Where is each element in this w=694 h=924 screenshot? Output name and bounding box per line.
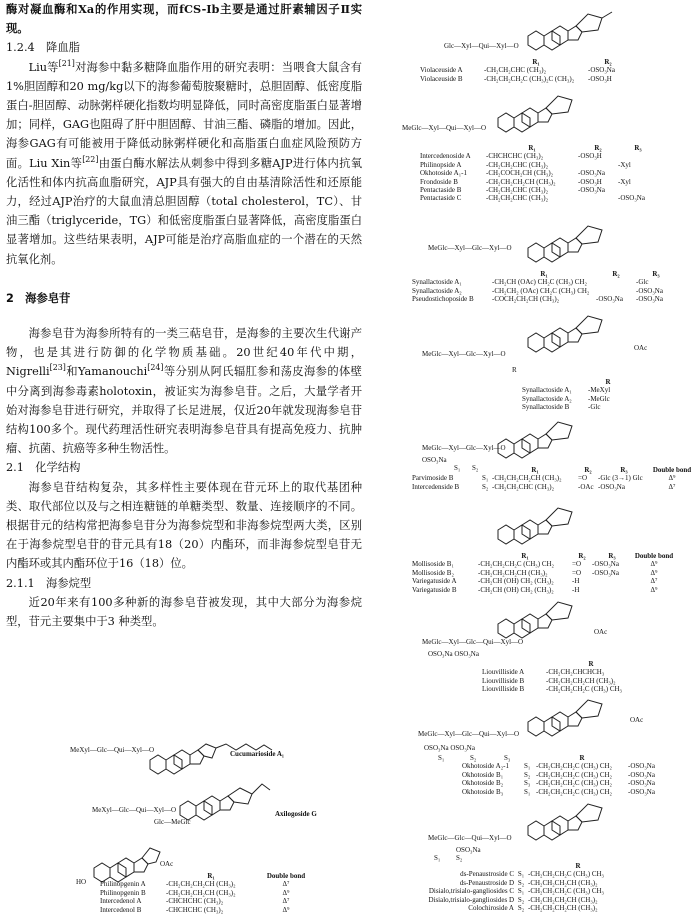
table-cell: Okhotoside B₂ [462,779,504,788]
table-1 [420,58,628,83]
table-cell: -Xyl [618,160,631,169]
table-cell: -CH₂CH₂CHC (CH₃)₂ [484,66,547,75]
table-cell: Synallactoside B [522,403,570,412]
table-row [402,904,628,912]
table-cell: Okhotoside B₁ [462,770,504,779]
table-cell: Intercedenol A [100,897,142,906]
header-cell: R₂ [584,466,592,474]
table-cell: -OSO₃Na [596,295,623,304]
table-cell: Δ⁷ [650,577,658,586]
table-cell: Synallactoside A₁ [522,386,572,395]
table-cell: -CH₂CH₂CH₂CH (CH₃)₂ [486,177,556,186]
label-oac-7: OAc [594,628,608,636]
header-cell: R₁ [528,144,536,152]
label-s1-9: S₁ [434,854,441,862]
table-cell: S₃ [524,779,531,788]
sequence-7: MeGlc—Xyl—Glc—Qui—Xyl—O [422,638,524,646]
table-cell: -CH₂CH₂CH₂CH (CH₃)₂ [528,904,598,913]
table-cell: -Glc [636,278,649,287]
table-header [420,144,658,152]
table-cell: -CH₂CH₂CHC (CH₃)₂ [492,482,555,491]
table-cell: -CH₂CH₂CHCHCH₃ [546,668,605,677]
table-row [420,161,658,169]
header-cell: Double bond [634,552,674,560]
heading-2-1-1: 2.1.1 海参烷型 [6,576,92,590]
table-cell: Philinopgenin B [100,888,146,897]
table-cell: S₁ [524,787,531,796]
table-cell: S₁ [482,474,489,483]
table-row [420,186,658,194]
label-oac: OAc [160,860,174,868]
header-cell: R [605,378,611,386]
header-cell [100,872,166,880]
ref-21: [21] [58,58,75,68]
table-cell: -CHCHCHC (CH₃)₂ [486,152,544,161]
table-row [412,577,676,585]
table-cell [618,186,658,194]
header-cell: R₁ [540,270,548,278]
header-cell: R₃ [620,466,628,474]
table-cell: Disialo,trisialo-gangliosides C [428,887,514,896]
spacer [6,269,362,283]
table-cell: -Glc (3→1) Glc [598,474,643,483]
table-3 [412,270,676,304]
table-row [420,75,628,83]
table-cell: -OSO₃Na [636,295,663,304]
table-cell: Δ⁹ [668,474,676,483]
header-cell [420,58,484,66]
heading-2: 2 海参皂苷 [6,291,71,305]
table-cell: Variegatuside B [412,585,457,594]
para-1-b: 对海参中黏多糖降血脂作用的研究表明：当喂食大鼠含有1%胆固醇和20 mg/kg以下的海参葡萄胺聚糖时，总胆固醇、低密度脂蛋白-胆固醇、动脉粥样硬化指数均明显降低，同时高密度脂蛋白显著增加；同样，GAG也阻碍了肝中胆固醇、甘油三酯、磷脂的增加。因此，海参GAG有可能被用于降低动脉粥样硬化和高脂蛋白血症风险预防方面。Liu Xin等 [6,60,362,170]
table-header [412,466,694,474]
table-row [420,194,658,202]
header-cell: R [588,660,594,668]
table-cell: -OAc [578,482,594,491]
label-s1-8: S₁ [438,754,445,762]
table-cell: -OSO₃Na [598,482,625,491]
table-cell: -MeGlc [588,394,610,403]
table-cell: -CH₂CH₂CHC (CH₃)₂ [486,194,549,203]
table-cell: Frondoside B [420,177,458,186]
table-cell: -CH₂CH₂CH₂CH (CH₃)₂ [528,878,598,887]
table-cell: ds-Penaustroside D [459,878,514,887]
header-cell [524,754,536,762]
table-cell [592,577,632,585]
header-cell: R₂ [594,144,602,152]
table-cell: Okhotoside B₃ [462,787,504,796]
para-1 [6,58,362,269]
table-row [412,287,676,295]
table-cell: Colochiroside A [468,904,514,913]
label-s2-8: S₂ [470,754,477,762]
table-cell: Okhotoside A₁-1 [420,169,467,178]
table-row [522,386,628,394]
table-cell: S₁ [517,887,525,896]
table-cell: Synallactoside A₁ [412,278,462,287]
table-cell: -CH₂CH₂CH₂C (CH₃)₂C (CH₃)₂ [484,74,575,83]
table-cell: -CHCHCHC (CH₃)₂ [166,905,224,914]
table-cell: =O [572,560,582,569]
table-cell: -CH₂CH₂CH₂C (CH₃) CH₃ [528,870,604,879]
para-1-c: 由蛋白酶水解法从刺参中得到多糖AJP进行体内抗氧化活性和体内抗高血脂研究，AJP具有强大的自由基清除活性和还原能力，经过AJP治疗的大鼠血清总胆固醇（total cholesterol，TC）、甘油三酯（triglyceride，TG）和低密度脂蛋白显著降低，高密度脂蛋白显著增加。这些结果表明，AJP可能是治疗高脂血症的一个潜在的天然抗氧化剂。 [6,156,362,266]
header-cell: R₃ [608,552,616,560]
header-cell [402,862,514,870]
table-cell: -OSO₃Na [578,186,605,195]
table-row [482,677,636,685]
table-cell: Δ⁹ [650,585,658,594]
table-9 [402,862,628,912]
table-cell: Δ⁹ [650,568,658,577]
table-row [412,560,676,568]
branch-axilogoside: Glc—MeGlc [154,818,191,826]
sequence-5: MeGlc—Xyl—Glc—Xyl—O [422,444,506,452]
table-cell: -OSO₃H [578,152,602,161]
table-cell: -CH₂CH₂CH₂C (CH₃) CH₂ [478,560,554,569]
table-cell: -OSO₃Na [628,762,655,771]
table-cell: Liouvilliside B [482,676,525,685]
table-cell: Mollisoside B₁ [412,560,454,569]
header-cell [514,862,528,870]
table-cell: Δ⁹ [282,888,290,897]
table-cell: Intercedenoside A [420,152,471,161]
table-cell: Pentactaside B [420,186,462,195]
table-row [412,278,676,286]
table-row [100,889,316,897]
header-cell: R₁ [521,552,529,560]
structure-3 [522,210,632,270]
header-cell: R [575,862,581,870]
header-cell: R₁ [532,58,540,66]
table-row [420,66,628,74]
label-s3-8: S₃ [504,754,511,762]
label-s2-9: S₂ [456,854,463,862]
para-1-a: Liu等 [28,60,59,74]
table-5 [412,466,694,491]
table-cell: Synallactoside A₂ [412,286,462,295]
table-row [412,474,694,482]
structure-6 [492,500,602,550]
para-2 [6,324,362,458]
para-2-a: 海参皂苷为海参所特有的一类三萜皂苷，是海参的主要次生代谢产物，也是其进行防御的化学物质基础。20世纪40年代中期，Nigrelli [6,327,362,379]
table-cell: -CH₂CH₂CHC (CH₃)₂ [486,160,549,169]
header-cell [412,466,482,474]
table-cell: Pseudostichoposide B [412,295,474,304]
header-cell: R₃ [634,144,642,152]
table-cell: -OSO₃H [578,177,602,186]
table-header [100,872,316,880]
table-cell: S₁ [524,762,531,771]
sequence-2: MeGlc—Xyl—Qui—Xyl—O [402,124,486,132]
header-cell: Double bond [652,466,692,474]
table-cell: -CH₂CH₂CH₂CH (CH₃)₂ [166,880,236,889]
structure-4 [522,300,632,360]
table-cell: Liouvilliside B [482,685,525,694]
table-cell: -Xyl [618,177,631,186]
table-row [100,906,316,914]
sequence-4: MeGlc—Xyl—Glc—Xyl—O [422,350,506,358]
label-s1-5: S₁ [454,464,461,472]
para-0: 酶对凝血酶和Xa的作用实现，而fCS-Ib主要是通过肝素辅因子Ⅱ实现。 [6,2,362,36]
table-cell [596,278,636,286]
structure-2 [492,84,612,138]
table-header [522,378,628,386]
header-cell: Double bond [266,872,306,880]
table-cell: -H [572,585,580,594]
header-cell: R₂ [578,552,586,560]
header-cell [420,144,486,152]
label-oac-4: OAc [634,344,648,352]
table-row [402,870,628,878]
sequence-8: MeGlc—Xyl—Glc—Qui—Xyl—O [418,730,520,738]
table-cell: -OSO₃Na [636,286,663,295]
table-cell: Variegatuside A [412,577,457,586]
table-cell: -CH₂CH₂CH₂CH (CH₃)₂ [492,474,562,483]
table-row [100,897,316,905]
table-cell: -H [572,577,580,586]
table-philinopgenin [100,872,316,914]
table-cell: S₂ [482,482,489,491]
table-row [412,483,694,491]
table-cell: -CH₂CH₂ (OAc) CH₂C (CH₃) CH₂ [492,286,590,295]
table-header [402,862,628,870]
table-row [462,762,668,770]
table-cell: Synallactoside A₂ [522,394,572,403]
table-header [412,552,676,560]
table-cell: -CH₂CH₂CH₂CH (CH₃)₂ [478,568,548,577]
header-cell: R₂ [612,270,620,278]
table-cell: -CHCHCHC (CH₃)₂ [166,897,224,906]
figure-left [70,728,360,924]
ref-24: [24] [147,363,164,373]
sequence-9: MeGlc—Glc—Qui—Xyl—O [428,834,512,842]
sulfate-9: OSO₃Na [456,846,481,854]
table-cell: -OSO₃Na [628,779,655,788]
table-cell: -CH₂CH (OH) CH₂ (CH₃)₂ [478,577,554,586]
para-2-c: 等分别从阿氏辐肛参和荡皮海参的体壁中分离到海参毒素holotoxin，被证实为海参皂苷。之后，大量学者开始对海参皂苷进行研究，并取得了长足进展，仅近20年就发现海参皂苷结构100多个。现代药理活性研究表明海参皂苷具有提高免疫力、抗肿瘤、抗菌、抗癌等多种生物活性。 [6,365,362,456]
table-cell: Δ⁷ [282,880,290,889]
header-cell [482,466,492,474]
table-row [522,395,628,403]
header-cell: R₃ [652,270,660,278]
table-cell: Δ⁹ [650,560,658,569]
label-s2-5: S₂ [472,464,479,472]
figure-right [372,0,692,924]
sequence-1: Glc—Xyl—Qui—Xyl—O [444,42,519,50]
structure-7 [492,590,602,644]
table-cell: -CH₂CH₂CH₂C (CH₃) CH₂ [536,779,612,788]
table-cell: Δ⁷ [282,897,290,906]
table-cell: -OSO₃Na [628,787,655,796]
table-cell [596,287,636,295]
table-cell: -COCH₂CH₂CH (CH₃)₂ [492,295,560,304]
table-cell: -CH₂CH₂CH₂C (CH₃) CH₂ [536,787,612,796]
label-oso-5: OSO₃Na [422,456,447,464]
sequence-3: MeGlc—Xyl—Glc—Xyl—O [428,244,512,252]
header-cell [412,270,492,278]
table-4 [522,378,628,412]
branch-4: R [512,366,517,374]
label-oac-8: OAc [630,716,644,724]
sulfate-7: OSO₃Na OSO₃Na [428,650,479,658]
table-cell: S₂ [517,904,525,913]
table-cell: Liouvilliside A [482,668,525,677]
table-cell: S₁ [517,870,525,879]
table-cell: -OSO₃Na [578,169,605,178]
table-cell: ds-Penaustroside C [460,870,514,879]
para-2-b: 和Yamanouchi [65,365,148,379]
table-row [420,178,658,186]
table-cell [578,161,618,169]
structure-9 [522,787,632,846]
ref-23: [23] [49,363,66,373]
table-cell: -Glc [588,403,601,412]
table-header [412,270,676,278]
table-cell: =O [578,474,588,483]
table-cell [618,169,658,177]
table-cell: Philinopside A [420,160,462,169]
header-cell [482,660,546,668]
table-cell: -CH₂CH₂CH₂C (CH₃) CH₂ [536,762,612,771]
table-cell: -CH₂CH (OAc) CH₂C (CH₃) CH₂ [492,278,587,287]
table-cell [578,194,618,202]
table-row [462,771,668,779]
para-4: 近20年来有100多种新的海参皂苷被发现，其中大部分为海参烷型，苷元主要集中于3 种类型。 [6,595,362,629]
table-cell: -CH₂CH₂CH₂CH (CH₃)₂ [546,676,616,685]
table-cell: -OSO₃Na [628,770,655,779]
table-cell: -OSO₃Na [618,194,645,203]
table-cell: -CH₂COCH₂CH (CH₃)₂ [486,169,554,178]
sulfate-8: OSO₃Na OSO₃Na [424,744,475,752]
table-cell: -CH₂CH₂CH₂CH (CH₃)₂ [166,888,236,897]
table-cell: -OSO₃Na [592,568,619,577]
table-row [100,880,316,888]
label-ho: HO [76,878,87,886]
structure-5 [492,410,602,464]
structure-1 [522,2,632,58]
name-cucumarioside: Cucumarioside A₁ [230,750,285,758]
header-cell: R [579,754,585,762]
table-row [482,668,636,676]
table-cell: Violaceuside B [420,74,463,83]
heading-1-2-4: 1.2.4 降血脂 [6,41,80,55]
header-cell: R₂ [604,58,612,66]
table-cell: Intercedenol B [100,905,142,914]
table-cell: S₂ [517,878,525,887]
table-cell: -MeXyl [588,386,611,395]
para-3: 海参皂苷结构复杂，其多样性主要体现在苷元环上的取代基团种类、取代部位以及与之相连糖链的单糖类型、数量、连接顺序的不同。根据苷元的结构常把海参皂苷分为海参烷型和非海参烷型两大类，区别在于海参烷型皂苷的苷元具有18（20）内酯环，而非海参烷型皂苷无内酯环或其内酯环位于16（18）位。 [6,480,362,571]
table-cell: Philinopgenin A [100,880,146,889]
table-cell: -CH₂CH₂CHC (CH₃)₂ [486,186,549,195]
header-cell [412,552,478,560]
table-cell: -OSO₃H [588,74,612,83]
table-cell: S₂ [524,770,531,779]
table-cell: Parvimoside B [412,474,454,483]
table-header [482,660,636,668]
table-cell: -CH₂CH₂CH₂C (CH₃) CH₃ [528,887,604,896]
text-column [6,0,362,631]
table-header [462,754,668,762]
table-cell: Mollisoside B₂ [412,568,454,577]
table-6 [412,552,676,594]
table-cell: -CH₂CH₂CH₂C (CH₃) CH₃ [546,685,622,694]
table-cell [618,152,658,160]
table-cell: -CH₂CH₂CH₂CH (CH₃)₂ [528,895,598,904]
table-cell: S₂ [517,895,525,904]
sequence-axilogoside: MeXyl—Glc—Qui—Xyl—O [92,806,176,814]
structure-8 [522,688,632,742]
table-2 [420,144,658,203]
table-row [462,779,668,787]
name-axilogoside: Axilogoside G [275,810,317,818]
table-cell: -CH₂CH₂CH₂C (CH₃) CH₂ [536,770,612,779]
header-cell: R₁ [207,872,215,880]
table-cell: Pentactaside C [420,194,462,203]
header-cell [522,378,588,386]
ref-22: [22] [82,154,99,164]
table-row [402,896,628,904]
header-cell [462,754,524,762]
table-row [412,569,676,577]
header-cell: R₁ [531,466,539,474]
table-cell: Δ⁹ [282,905,290,914]
table-row [402,879,628,887]
table-row [402,887,628,895]
table-cell: Δ⁷ [668,482,676,491]
table-cell: -CH₂CH (OH) CH₂ (CH₃)₂ [478,585,554,594]
table-cell: =O [572,568,582,577]
table-header [420,58,628,66]
sequence-cucumarioside: MeXyl—Glc—Qui—Xyl—O [70,746,154,754]
table-cell: Okhotoside A₂-1 [462,762,509,771]
header-cell [628,754,668,762]
table-row [420,152,658,160]
table-cell: Violaceuside A [420,66,463,75]
table-cell: -OSO₃Na [588,66,615,75]
table-cell: -OSO₃Na [592,560,619,569]
table-row [420,169,658,177]
table-cell: Intercedenside B [412,482,460,491]
table-cell: Disialo,trisialo-gangliosides D [428,895,514,904]
heading-2-1: 2.1 化学结构 [6,461,81,475]
